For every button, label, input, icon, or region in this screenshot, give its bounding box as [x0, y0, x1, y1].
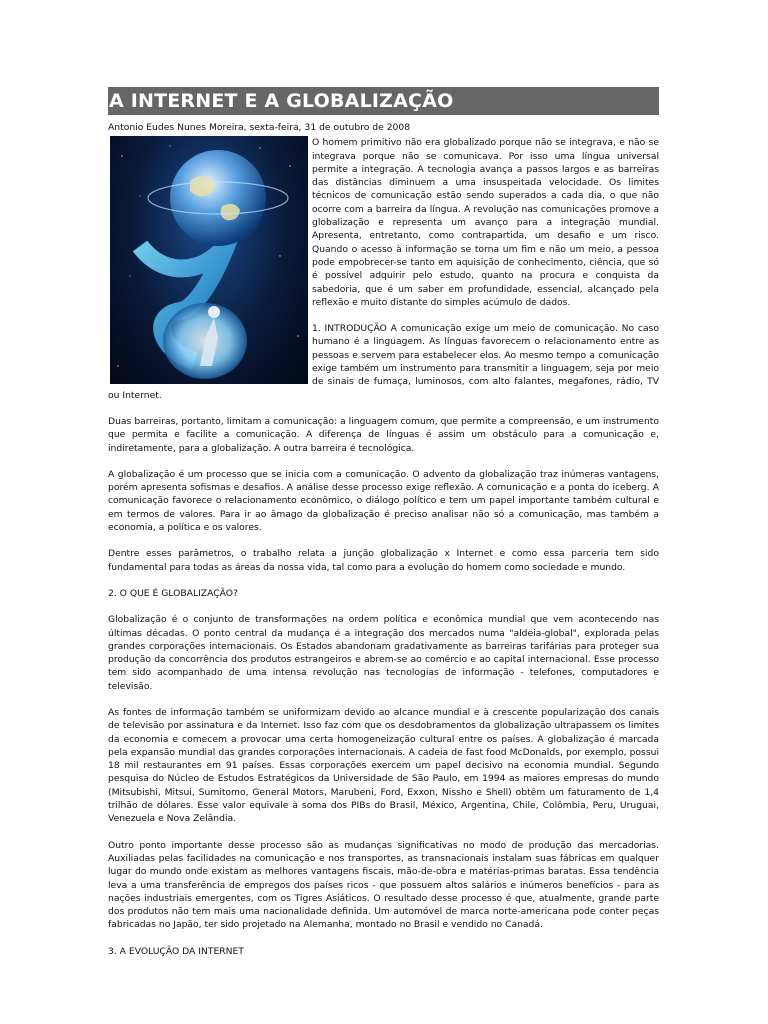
- paragraph-definicao: Globalização é o conjunto de transformações na ordem política e econômica mundial que vem acontecendo nas últimas décadas. O ponto central da mudança é a integração dos mercados numa "aldeia-global", explorada pelas grandes corporações internacionais. Os Estados abandonam gradativamente as barreiras tarifárias para proteger sua produção da concorrência dos produtos estrangeiros e abrem-se ao comércio e ao capital internacional. Esse processo tem sido acompanhado de uma intensa revolução nas tecnologias de informação - telefones, computadores e televisão.: [108, 614, 659, 692]
- section-heading-globalizacao: 2. O QUE É GLOBALIZAÇÃO?: [108, 587, 238, 599]
- paragraph-processo: A globalização é um processo que se inicia com a comunicação. O advento da globalização traz inúmeras vantagens, porém apresenta sofismas e desafios. A análise desse processo exige reflexão. A comunicação e a ponta do iceberg. A comunicação favorece o relacionamento econômico, o diálogo político e tem um papel importante também cultural e em termos de valores. Para ir ao âmago da globalização é preciso analisar não só a comunicação, mas também a economia, a política e os valores.: [108, 468, 659, 534]
- paragraph-intro: O homem primitivo não era globalizado porque não se integrava, e não se integrava porque não se comunicava. Por isso uma língua universal permite a integração. A tecnologia avança a passos largos e as barreiras das distâncias diminuem a uma insuspeitada velocidade. Os limites técnicos de comunicação estão sendo superados a cada dia, o que não ocorre com a barreira da língua. A revolução nas comunicações promove a globalização e representa um avanço para a integração mundial. Apresenta, entretanto, como contrapartida, um desafio e um risco. Quando o acesso à informação se torna um fim e não um meio, a pessoa pode empobrecer-se tanto em aquisição de conhecimento, ciência, que só é possível adquirir pelo estudo, quanto na procura e conquista da sabedoria, que é um saber em profundidade, essencial, alcançado pela reflexão e muito distante do simples acúmulo de dados.: [312, 137, 659, 308]
- document-page: [108, 87, 659, 958]
- globe-illustration-svg: [110, 136, 308, 384]
- globe-icon: [170, 150, 266, 246]
- paragraph-barreiras: Duas barreiras, portanto, limitam a comunicação: a linguagem comum, que permite a compreensão, e um instrumento que permita e facilite a comunicação. A diferença de línguas é assim um obstáculo para a comunicação e, indiretamente, para a globalização. A outra barreira é tecnológica.: [108, 415, 659, 454]
- runner-head: [208, 306, 220, 318]
- byline: Antonio Eudes Nunes Moreira, sexta-feira, 31 de outubro de 2008: [108, 122, 411, 133]
- section-heading-internet: 3. A EVOLUÇÃO DA INTERNET: [108, 945, 244, 957]
- paragraph-fontes: As fontes de informação também se uniformizam devido ao alcance mundial e à crescente popularização dos canais de televisão por assinatura e da Internet. Isso faz com que os desdobramentos da globalização ultrapassem os limites da economia e comecem a provocar uma certa homogeneização cultural entre os países. A globalização é marcada pela expansão mundial das grandes corporações internacionais. A cadeia de fast food McDonalds, por exemplo, possui 18 mil restaurantes em 91 países. Essas corporações exercem um papel decisivo na economia mundial. Segundo pesquisa do Núcleo de Estudos Estratégicos da Universidade de São Paulo, em 1994 as maiores empresas do mundo (Mitsubishi, Mitsui, Sumitomo, General Motors, Marubeni, Ford, Exxon, Nissho e Shell) obtêm um faturamento de 1,4 trilhão de dólares. Esse valor equivale à soma dos PIBs do Brasil, México, Argentina, Chile, Colômbia, Peru, Uruguai, Venezuela e Nova Zelândia.: [108, 706, 659, 825]
- paragraph-introducao: 1. INTRODUÇÃO A comunicação exige um meio de comunicação. No caso humano é a linguagem. As línguas favorecem o relacionamento entre as pessoas e servem para estabelecer elos. Ao mesmo tempo a comunicação exige também um instrumento para transmitir a linguagem, seja por meio de sinais de fumaça, luminosos, com alto falantes, megafones, rádio, TV ou Internet.: [108, 323, 659, 401]
- paragraph-parametros: Dentre esses parâmetros, o trabalho relata a junção globalização x Internet e como essa parceria tem sido fundamental para todas as áreas da nossa vida, tal como para a evolução do homem como sociedade e mundo.: [108, 548, 659, 573]
- page-title: A INTERNET E A GLOBALIZAÇÃO: [108, 87, 659, 115]
- globe-internet-illustration: [110, 136, 308, 384]
- paragraph-producao: Outro ponto importante desse processo são as mudanças significativas no modo de produção das mercadorias. Auxiliadas pelas facilidades na comunicação e nos transportes, as transnacionais instalam suas fábricas em qualquer lugar do mundo onde existam as melhores vantagens fiscais, mão-de-obra e matérias-primas baratas. Essa tendência leva a uma transferência de empregos dos países ricos - que possuem altos salários e inúmeros benefícios - para as nações industriais emergentes, com os Tigres Asiáticos. O resultado desse processo é que, atualmente, grande parte dos produtos não tem mais uma nacionalidade definida. Um automóvel de marca norte-americana pode conter peças fabricadas no Japão, ter sido projetado na Alemanha, montado no Brasil e vendido no Canadá.: [108, 839, 659, 931]
